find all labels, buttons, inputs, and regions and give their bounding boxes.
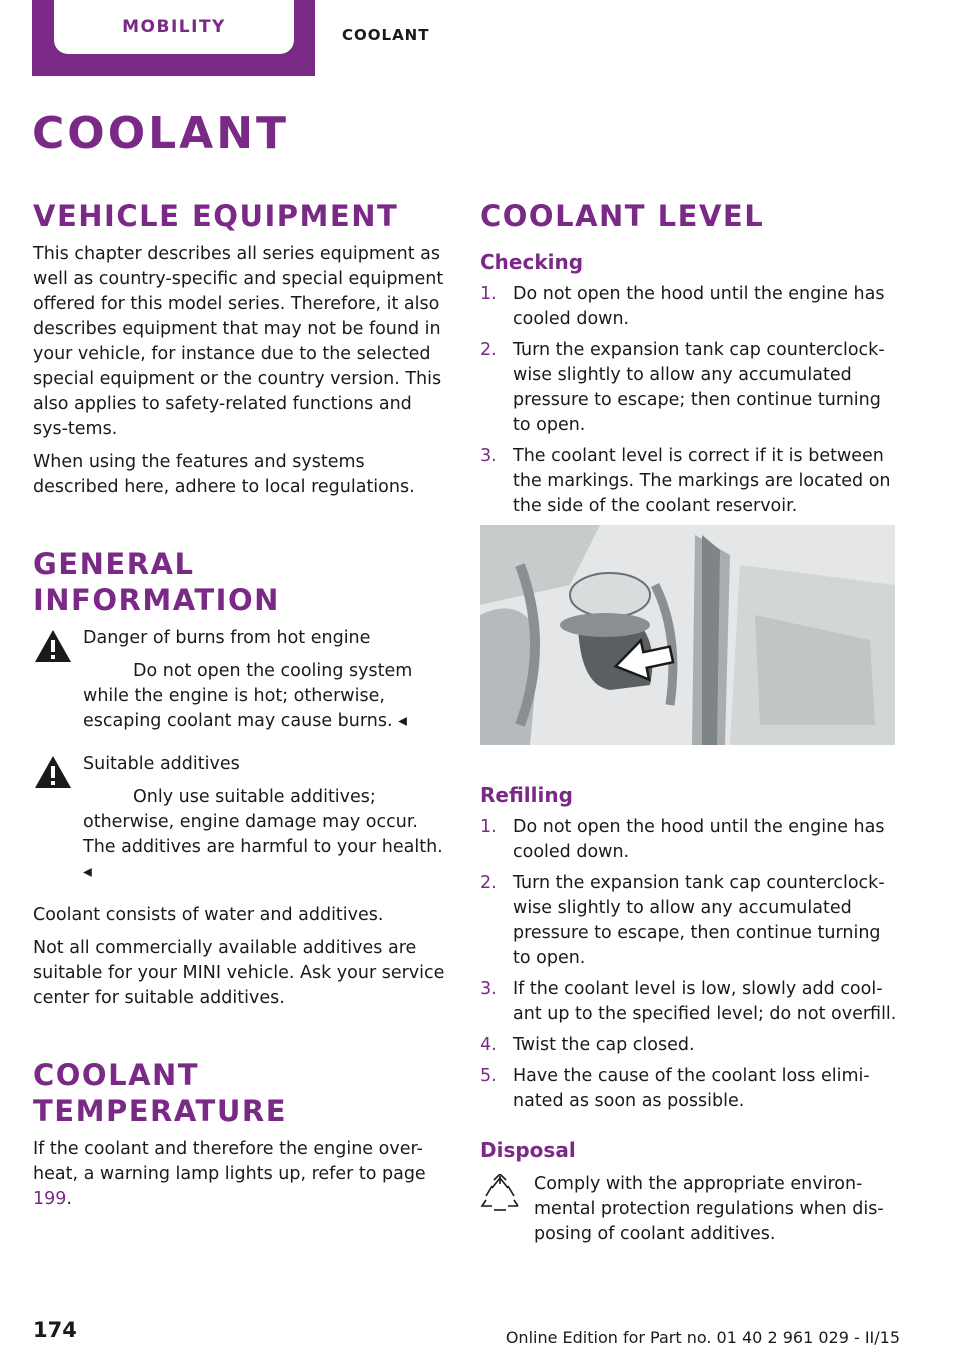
list-item: 5. Have the cause of the coolant loss elimi-nated as soon as possible. [480, 1066, 870, 1111]
general-information-paragraph: Not all commercially available additives are suitable for your MINI vehicle. Ask your service center for suitable additives. [33, 938, 445, 1008]
warning-block [33, 752, 451, 885]
section-tab [32, 0, 315, 76]
disposal-subheading: Disposal [480, 1138, 576, 1162]
refilling-steps [480, 815, 900, 1114]
list-item: 3. If the coolant level is low, slowly add cool-ant up to the specified level; do not overfill. [480, 979, 897, 1024]
coolant-reservoir-photo [480, 525, 895, 745]
vehicle-equipment-heading: VEHICLE EQUIPMENT [33, 199, 399, 233]
end-mark: ◂ [398, 711, 407, 731]
vehicle-equipment-paragraph: This chapter describes all series equipment as well as country-specific and special equipment offered for this model series. Therefore, it also describes equipment that may not be found in your vehicle, for instance due to the selected special equipment or the country version. This also applies to safety-related functions and sys-tems. [33, 244, 444, 439]
page-reference-link[interactable]: 199 [33, 1189, 67, 1209]
refilling-subheading: Refilling [480, 783, 573, 807]
warning-triangle-icon [33, 754, 73, 790]
warning-triangle-icon [33, 628, 73, 664]
edition-line: Online Edition for Part no. 01 40 2 961 029 - II/15 [505, 1328, 900, 1347]
checking-subheading: Checking [480, 250, 584, 274]
recycle-icon [480, 1174, 520, 1212]
page-title: COOLANT [32, 108, 290, 159]
list-item: 3. The coolant level is correct if it is between the markings. The markings are located on the side of the coolant reservoir. [480, 446, 891, 516]
warning-body: Do not open the cooling system while the engine is hot; otherwise, escaping coolant may cause burns. ◂ [83, 661, 413, 731]
general-information-paragraph: Coolant consists of water and additives. [33, 905, 384, 925]
running-head: COOLANT [342, 26, 430, 44]
general-information-heading: GENERAL INFORMATION [33, 547, 280, 617]
list-item: 2. Turn the expansion tank cap counterclock-wise slightly to allow any accumulated pressure to escape; then continue turning to open. [480, 340, 885, 435]
section-tab-label: MOBILITY [54, 0, 294, 54]
disposal-text: Comply with the appropriate environ-mental protection regulations when dis-posing of coolant additives. [534, 1174, 884, 1244]
right-column [480, 198, 900, 1247]
list-item: 1. Do not open the hood until the engine has cooled down. [480, 284, 885, 329]
end-mark: ◂ [83, 862, 92, 882]
list-item: 2. Turn the expansion tank cap counterclock-wise slightly to allow any accumulated pressure to escape, then continue turning to open. [480, 873, 885, 968]
warning-title: Danger of burns from hot engine [83, 628, 371, 648]
warning-body: Only use suitable additives; otherwise, engine damage may occur. The additives are harmful to your health. ◂ [83, 787, 443, 882]
list-item: 1. Do not open the hood until the engine has cooled down. [480, 817, 885, 862]
vehicle-equipment-paragraph: When using the features and systems described here, adhere to local regulations. [33, 452, 415, 497]
page-number: 174 [33, 1318, 77, 1342]
left-column [33, 198, 451, 1212]
coolant-level-heading: COOLANT LEVEL [480, 199, 765, 233]
coolant-temperature-paragraph: If the coolant and therefore the engine over-heat, a warning lamp lights up, refer to page 199. [33, 1139, 426, 1209]
warning-title: Suitable additives [83, 754, 240, 774]
list-item: 4. Twist the cap closed. [480, 1035, 695, 1055]
checking-steps [480, 282, 900, 519]
coolant-temperature-heading: COOLANT TEMPERATURE [33, 1058, 288, 1128]
disposal-note [480, 1172, 900, 1247]
warning-block [33, 626, 451, 734]
